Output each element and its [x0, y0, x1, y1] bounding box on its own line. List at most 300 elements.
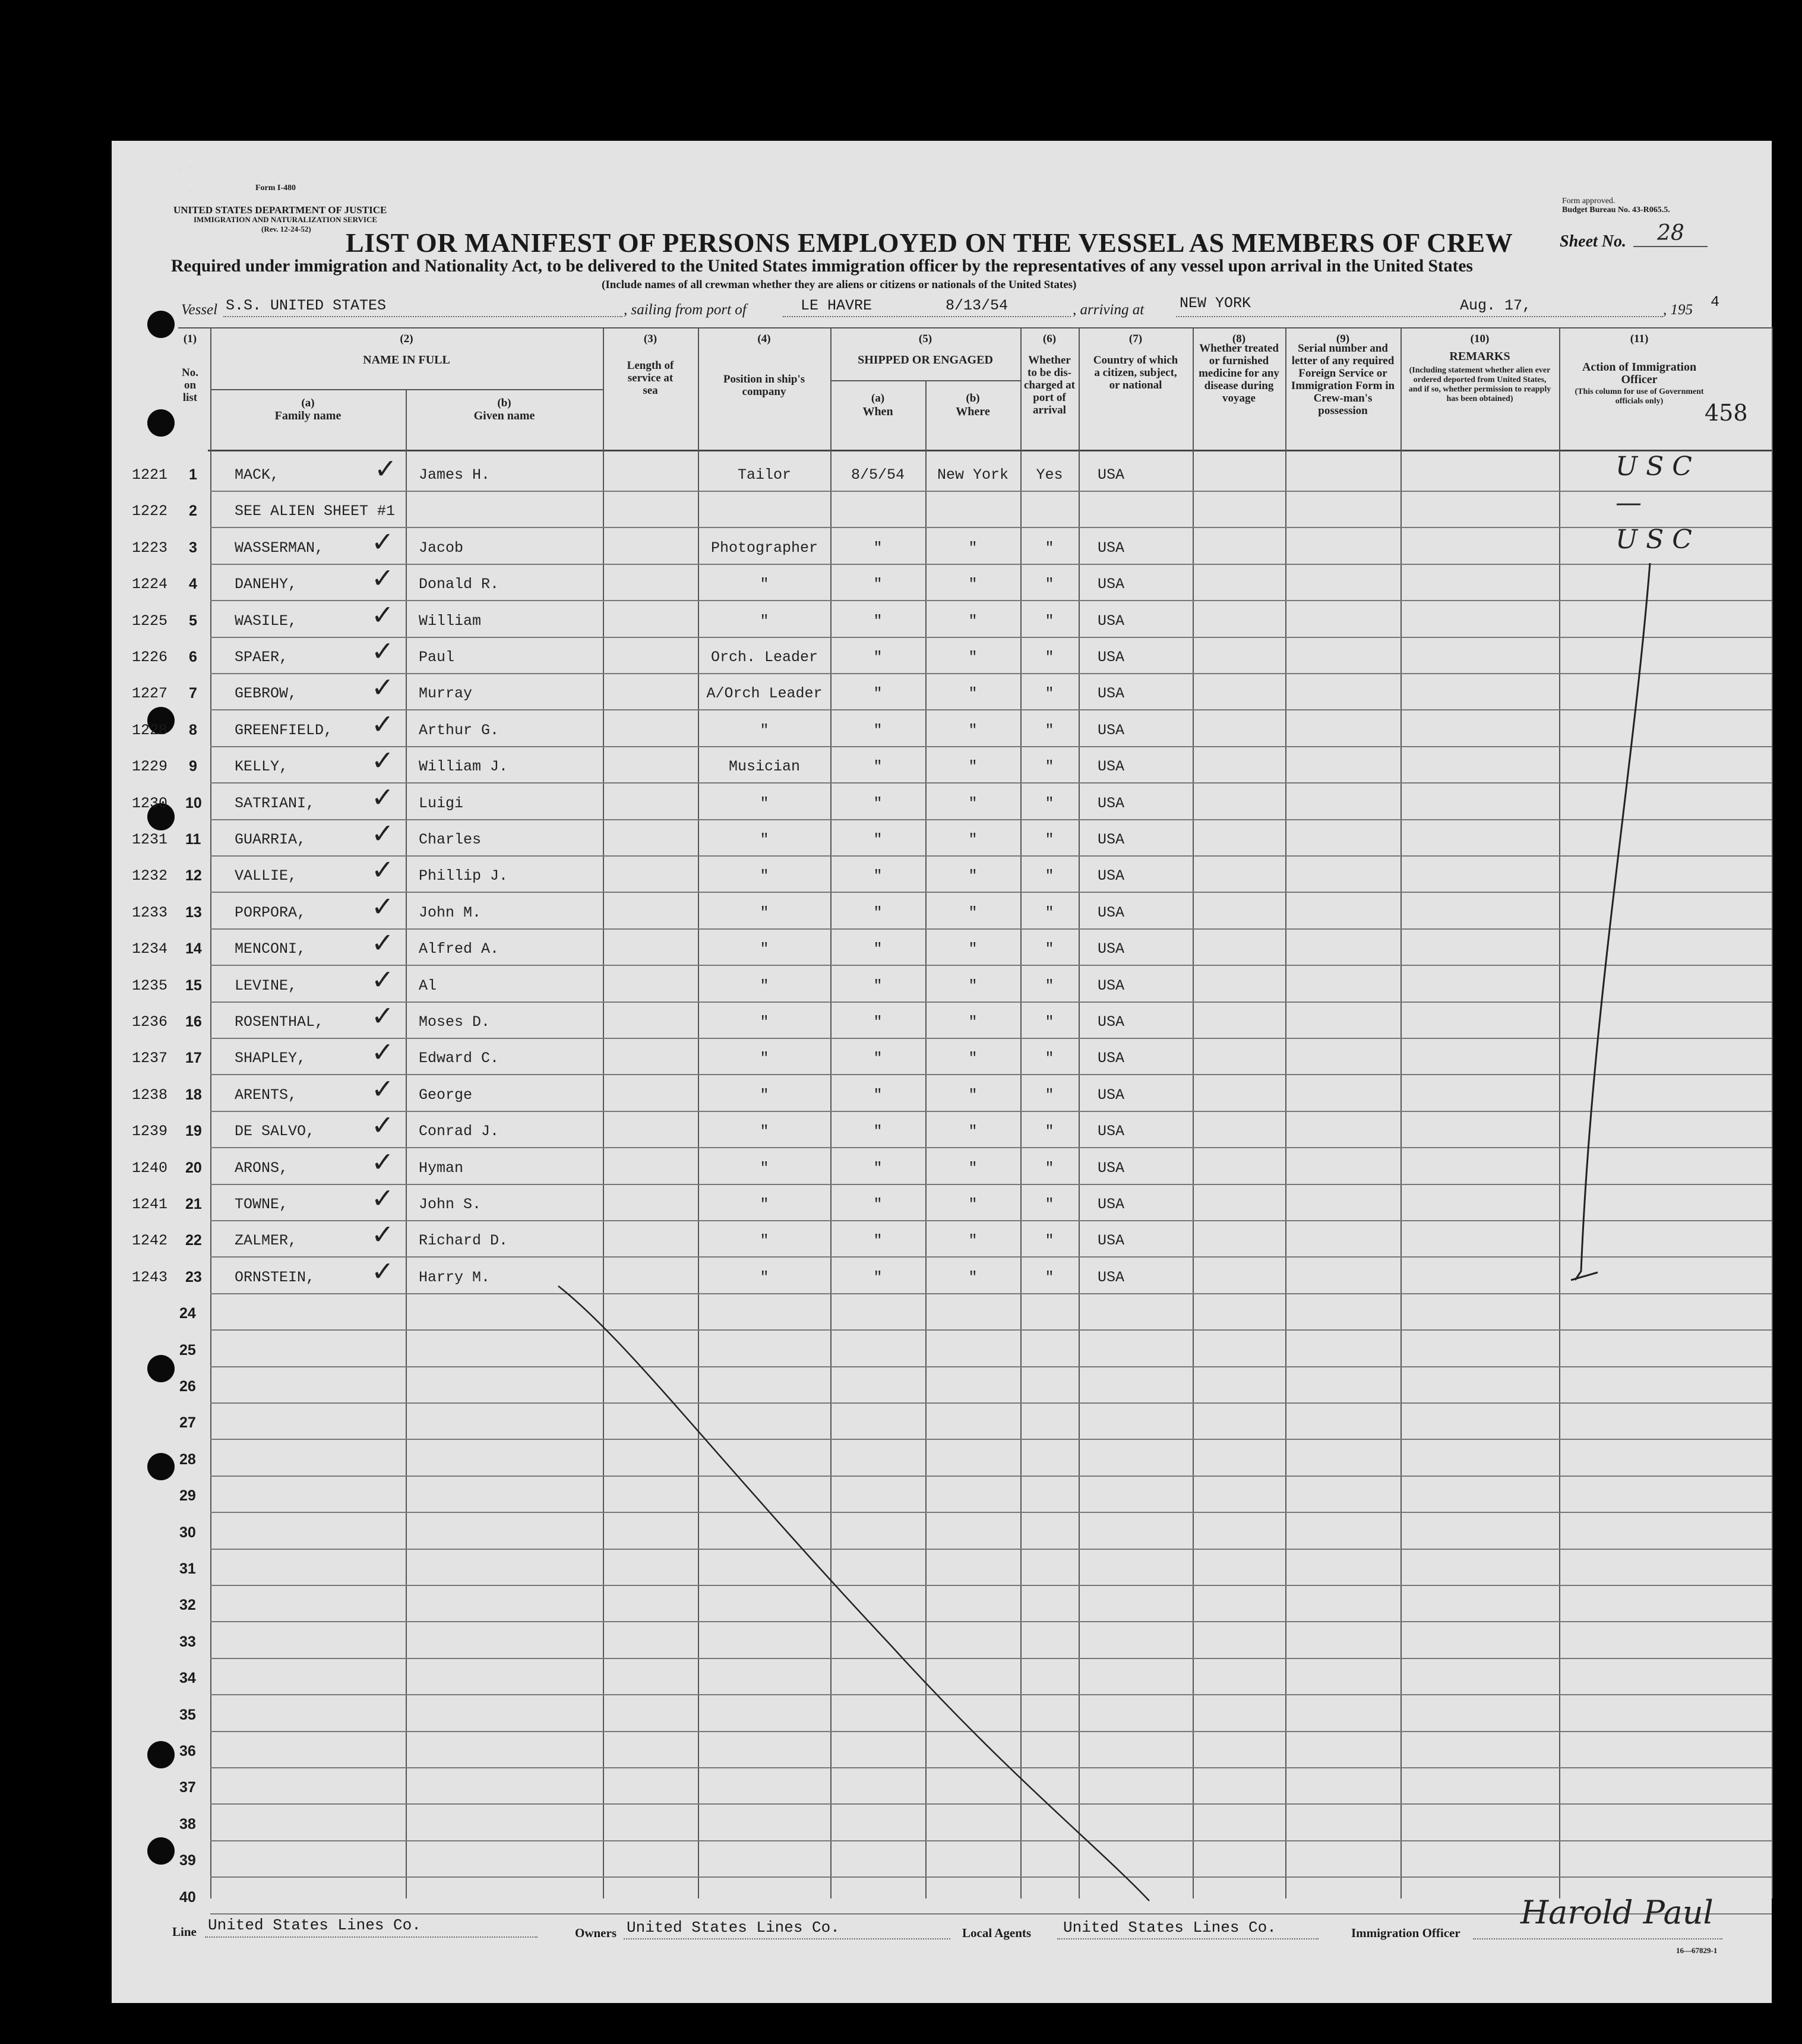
serial-number: 1242: [132, 1232, 168, 1250]
row-rule: [210, 600, 1772, 601]
row-rule: [210, 1549, 1772, 1550]
table-row: [0, 1441, 1802, 1477]
line-number: 15: [185, 977, 202, 994]
checkmark-icon: ✓: [371, 598, 394, 631]
position: A/Orch Leader: [706, 685, 823, 703]
checkmark-icon: ✓: [371, 1145, 394, 1178]
year-digit: 4: [1711, 293, 1720, 311]
given-name: Alfred A.: [419, 940, 499, 958]
discharged: ": [1045, 1013, 1054, 1031]
officer-action: —: [1616, 488, 1650, 519]
shipped-where: ": [968, 977, 978, 994]
shipped-where: ": [968, 685, 978, 703]
table-row: [0, 1145, 1802, 1186]
country: USA: [1098, 867, 1125, 885]
row-rule: [210, 527, 1772, 528]
line-number: 18: [185, 1086, 202, 1103]
given-name: Paul: [419, 649, 455, 666]
discharged: Yes: [1036, 466, 1063, 484]
line-number: 22: [185, 1232, 202, 1249]
position: ": [760, 1123, 769, 1141]
position: ": [760, 977, 769, 994]
given-name: James H.: [419, 466, 491, 484]
country: USA: [1098, 1013, 1125, 1031]
shipped-where: ": [968, 576, 978, 593]
form-revision: (Rev. 12-24-52): [261, 225, 311, 233]
given-name: Phillip J.: [419, 867, 508, 885]
col5-number: (5): [918, 333, 932, 345]
table-row: [0, 707, 1802, 748]
table-row: [0, 1036, 1802, 1076]
arrival-date: Aug. 17,: [1460, 297, 1532, 314]
position: ": [760, 940, 769, 958]
row-rule: [210, 1876, 1772, 1878]
table-row: [0, 1623, 1802, 1660]
row-rule: [210, 892, 1772, 893]
line-number: 25: [179, 1341, 196, 1359]
table-row: [0, 1109, 1802, 1149]
sheet-label: Sheet No.: [1560, 232, 1626, 251]
line-number: 10: [185, 794, 202, 811]
checkmark-icon: ✓: [371, 1109, 394, 1142]
table-row: [0, 781, 1802, 821]
shipped-where: ": [968, 940, 978, 958]
table-row: [0, 1697, 1802, 1733]
col11-subheader: (This column for use of Government officials only): [1575, 387, 1704, 406]
table-row: [0, 562, 1802, 602]
row-rule: [210, 564, 1772, 565]
shipped-when: ": [873, 758, 883, 776]
table-row: [0, 1404, 1802, 1440]
given-name: Donald R.: [419, 576, 499, 593]
shipped-where: ": [968, 539, 978, 557]
shipped-when: ": [873, 1159, 883, 1177]
checkmark-icon: ✓: [371, 1218, 394, 1251]
col1-number: (1): [183, 333, 197, 345]
col7-header: Country of which a citizen, subject, or national: [1093, 354, 1178, 391]
officer-action: USC: [1616, 451, 1700, 482]
family-name: SPAER,: [235, 649, 289, 666]
arrival-port: NEW YORK: [1180, 295, 1251, 312]
col5-header: SHIPPED OR ENGAGED: [858, 353, 993, 367]
discharged: ": [1045, 576, 1054, 593]
col2a-header: Family name: [274, 409, 342, 422]
discharged: ": [1045, 612, 1054, 630]
discharged: ": [1045, 1268, 1054, 1286]
serial-number: 1235: [132, 977, 168, 994]
family-name: GEBROW,: [235, 685, 298, 703]
checkmark-icon: ✓: [371, 890, 394, 923]
table-row: [0, 1000, 1802, 1040]
shipped-where: ": [968, 831, 978, 848]
shipped-when: ": [873, 903, 883, 921]
line-number: 11: [185, 831, 201, 848]
shipped-when: ": [873, 576, 883, 593]
form-number: Form I-480: [255, 184, 296, 192]
checkmark-icon: ✓: [374, 453, 397, 485]
shipped-when: 8/5/54: [851, 466, 905, 484]
row-rule: [210, 1111, 1772, 1112]
col2a-number: (a): [301, 397, 315, 409]
shipped-when: ": [873, 539, 883, 557]
checkmark-icon: ✓: [371, 781, 394, 813]
family-name: VALLIE,: [235, 867, 298, 885]
checkmark-icon: ✓: [371, 927, 394, 959]
checkmark-icon: ✓: [371, 1255, 394, 1287]
departure-port: LE HAVRE: [801, 297, 872, 314]
position: ": [760, 903, 769, 921]
shipped-where: ": [968, 1013, 978, 1031]
line-number: 17: [185, 1050, 202, 1067]
position: ": [760, 1159, 769, 1177]
table-row: [0, 927, 1802, 966]
serial-number: 1224: [132, 576, 168, 593]
row-rule: [210, 819, 1772, 820]
family-name: DE SALVO,: [235, 1123, 315, 1141]
table-row: [0, 1769, 1802, 1805]
line-number: 16: [185, 1013, 202, 1030]
given-name: Jacob: [419, 539, 464, 557]
table-row: [0, 1587, 1802, 1623]
officer-action: USC: [1616, 524, 1700, 555]
line-number: 2: [189, 503, 197, 520]
row-rule: [210, 1293, 1772, 1294]
shipped-when: ": [873, 1123, 883, 1141]
row-rule: [210, 1329, 1772, 1331]
table-row: [0, 744, 1802, 784]
owners-label: Owners: [575, 1926, 617, 1940]
discharged: ": [1045, 1050, 1054, 1067]
shipped-where: New York: [937, 466, 1009, 484]
discharged: ": [1045, 794, 1054, 812]
line-number: 1: [189, 466, 197, 483]
shipped-when: ": [873, 1268, 883, 1286]
checkmark-icon: ✓: [371, 635, 394, 667]
row-rule: [210, 1767, 1772, 1768]
discharged: ": [1045, 1123, 1054, 1141]
shipped-when: ": [873, 1196, 883, 1213]
row-rule: [210, 782, 1772, 784]
serial-number: 1243: [132, 1268, 168, 1286]
line-number: 28: [179, 1451, 196, 1468]
family-name: ARONS,: [235, 1159, 289, 1177]
row-rule: [210, 1256, 1772, 1258]
line-number: 12: [185, 867, 202, 884]
given-name: Arthur G.: [419, 721, 499, 739]
sheet-number: 28: [1657, 221, 1684, 245]
country: USA: [1098, 1086, 1125, 1104]
position: ": [760, 831, 769, 848]
checkmark-icon: ✓: [371, 671, 394, 704]
table-row: [0, 890, 1802, 930]
col2b-number: (b): [497, 397, 511, 409]
serial-number: 1222: [132, 503, 168, 520]
shipped-where: ": [968, 794, 978, 812]
table-row: [0, 635, 1802, 675]
col8-header: Whether treated or furnished medicine for any disease during voyage: [1199, 342, 1279, 405]
given-name: Hyman: [419, 1159, 464, 1177]
col5a-header: When: [862, 405, 893, 418]
page-title: LIST OR MANIFEST OF PERSONS EMPLOYED ON THE VESSEL AS MEMBERS OF CREW: [346, 228, 1513, 258]
shipped-when: ": [873, 1013, 883, 1031]
serial-number: 1239: [132, 1123, 168, 1141]
officer-label: Immigration Officer: [1351, 1926, 1460, 1940]
owners-value: United States Lines Co.: [627, 1919, 840, 1936]
discharged: ": [1045, 649, 1054, 666]
shipped-where: ": [968, 1196, 978, 1213]
row-rule: [210, 1184, 1772, 1185]
line-number: 3: [189, 539, 197, 556]
position: ": [760, 1086, 769, 1104]
line-number: 32: [179, 1597, 196, 1614]
position: Orch. Leader: [710, 649, 818, 666]
shipped-where: ": [968, 612, 978, 630]
country: USA: [1098, 831, 1125, 848]
serial-number: 1227: [132, 685, 168, 703]
row-rule: [210, 1366, 1772, 1367]
discharged: ": [1045, 940, 1054, 958]
col11-number: (11): [1630, 333, 1649, 345]
row-rule: [210, 746, 1772, 747]
serial-number: 1223: [132, 539, 168, 557]
table-row: [0, 598, 1802, 639]
table-row: [0, 1182, 1802, 1222]
line-number: 33: [179, 1633, 196, 1650]
row-rule: [210, 637, 1772, 638]
table-row: [0, 1295, 1802, 1331]
table-row: [0, 1806, 1802, 1842]
serial-number: 1232: [132, 867, 168, 885]
row-rule: [210, 1803, 1772, 1805]
family-name: SEE ALIEN SHEET #1: [235, 503, 396, 520]
line-number: 14: [185, 940, 202, 958]
table-row: [0, 524, 1802, 566]
country: USA: [1098, 1196, 1125, 1213]
col3-number: (3): [643, 333, 657, 345]
table-row: [0, 1072, 1802, 1113]
department-name: UNITED STATES DEPARTMENT OF JUSTICE: [173, 204, 387, 216]
position: ": [760, 1268, 769, 1286]
shipped-when: ": [873, 1050, 883, 1067]
table-row: [0, 1332, 1802, 1368]
line-number: 5: [189, 612, 197, 629]
serial-number: 1234: [132, 940, 168, 958]
row-rule: [210, 1658, 1772, 1659]
shipped-where: ": [968, 867, 978, 885]
row-rule: [210, 928, 1772, 930]
family-name: ARENTS,: [235, 1086, 298, 1104]
position: ": [760, 612, 769, 630]
arriving-label: , arriving at: [1073, 302, 1145, 318]
family-name: MENCONI,: [235, 940, 306, 958]
serial-number: 1233: [132, 903, 168, 921]
line-number: 6: [189, 649, 197, 665]
agents-value: United States Lines Co.: [1063, 1919, 1276, 1936]
family-name: WASSERMAN,: [235, 539, 324, 557]
given-name: Richard D.: [419, 1232, 508, 1250]
line-number: 4: [189, 576, 197, 593]
discharged: ": [1045, 1086, 1054, 1104]
col4-header: Position in ship's company: [723, 373, 805, 398]
table-row: [0, 488, 1802, 529]
stamp-number: 458: [1705, 400, 1748, 426]
checkmark-icon: ✓: [371, 707, 394, 740]
checkmark-icon: ✓: [371, 562, 394, 595]
table-row: [0, 1842, 1802, 1878]
table-row: [0, 1255, 1802, 1295]
row-rule: [210, 965, 1772, 966]
country: USA: [1098, 1268, 1125, 1286]
family-name: SHAPLEY,: [235, 1050, 306, 1067]
col6-header: Whether to be dis-charged at port of arrival: [1023, 354, 1075, 416]
country: USA: [1098, 685, 1125, 703]
discharged: ": [1045, 977, 1054, 994]
shipped-where: ": [968, 1086, 978, 1104]
line-number: 34: [179, 1670, 196, 1687]
punch-hole: [147, 311, 175, 338]
country: USA: [1098, 1159, 1125, 1177]
shipped-when: ": [873, 612, 883, 630]
table-row: [0, 1218, 1802, 1258]
discharged: ": [1045, 685, 1054, 703]
family-name: ROSENTHAL,: [235, 1013, 324, 1031]
country: USA: [1098, 1123, 1125, 1141]
line-number: 8: [189, 721, 197, 738]
line-number: 37: [179, 1779, 196, 1796]
table-row: [0, 451, 1802, 492]
serial-number: 1240: [132, 1159, 168, 1177]
col5b-header: Where: [956, 405, 990, 418]
sailing-label: , sailing from port of: [624, 302, 747, 318]
shipped-when: ": [873, 940, 883, 958]
family-name: KELLY,: [235, 758, 289, 776]
shipped-when: ": [873, 1232, 883, 1250]
given-name: John M.: [419, 903, 482, 921]
position: Photographer: [710, 539, 818, 557]
discharged: ": [1045, 903, 1054, 921]
col5b-number: (b): [966, 392, 980, 405]
checkmark-icon: ✓: [371, 1036, 394, 1069]
position: ": [760, 1050, 769, 1067]
subtitle: Required under immigration and Nationality Act, to be delivered to the United States immigration officer by the representatives of any vessel upon arrival in the United States: [171, 257, 1473, 276]
shipped-where: ": [968, 1159, 978, 1177]
line-number: 38: [179, 1815, 196, 1833]
discharged: ": [1045, 539, 1054, 557]
row-rule: [210, 855, 1772, 857]
position: ": [760, 721, 769, 739]
table-row: [0, 963, 1802, 1003]
table-row: [0, 1477, 1802, 1514]
row-rule: [210, 1147, 1772, 1148]
country: USA: [1098, 1232, 1125, 1250]
row-rule: [210, 1220, 1772, 1221]
given-name: Moses D.: [419, 1013, 491, 1031]
family-name: PORPORA,: [235, 903, 306, 921]
line-number: 26: [179, 1378, 196, 1395]
family-name: WASILE,: [235, 612, 298, 630]
row-rule: [210, 709, 1772, 710]
discharged: ": [1045, 721, 1054, 739]
table-row: [0, 1368, 1802, 1404]
row-rule: [210, 491, 1772, 492]
country: USA: [1098, 1050, 1125, 1067]
col11-header: Action of Immigration Officer: [1582, 361, 1697, 386]
serial-number: 1225: [132, 612, 168, 630]
country: USA: [1098, 940, 1125, 958]
checkmark-icon: ✓: [371, 817, 394, 849]
country: USA: [1098, 721, 1125, 739]
position: ": [760, 867, 769, 885]
family-name: GREENFIELD,: [235, 721, 333, 739]
subtitle-note: (Include names of all crewman whether they are aliens or citizens or nationals of the United States): [602, 279, 1077, 291]
year-prefix: , 195: [1663, 302, 1693, 318]
discharged: ": [1045, 1196, 1054, 1213]
shipped-when: ": [873, 1086, 883, 1104]
given-name: William: [419, 612, 482, 630]
row-rule: [210, 1038, 1772, 1039]
line-number: 21: [185, 1196, 202, 1212]
footer-code: 16—67829-1: [1676, 1946, 1718, 1955]
officer-signature: Harold Paul: [1520, 1894, 1714, 1931]
position: ": [760, 1013, 769, 1031]
serial-number: 1231: [132, 831, 168, 848]
row-rule: [210, 1840, 1772, 1841]
punch-hole: [147, 409, 175, 437]
line-number: 20: [185, 1159, 202, 1176]
service-name: IMMIGRATION AND NATURALIZATION SERVICE: [194, 215, 378, 224]
table-row: [0, 817, 1802, 857]
given-name: Conrad J.: [419, 1123, 499, 1141]
col9-header: Serial number and letter of any required Foreign Service or Immigration Form in Crew-man's possession: [1291, 342, 1395, 417]
table-row: [0, 1660, 1802, 1696]
checkmark-icon: ✓: [371, 744, 394, 777]
country: USA: [1098, 649, 1125, 666]
vessel-label: Vessel: [181, 302, 218, 318]
row-rule: [210, 1476, 1772, 1477]
row-rule: [210, 1074, 1772, 1075]
budget-bureau: Budget Bureau No. 43-R065.5.: [1562, 206, 1670, 214]
shipped-where: ": [968, 1123, 978, 1141]
line-number: 31: [179, 1560, 196, 1577]
row-rule: [210, 1402, 1772, 1404]
shipped-when: ": [873, 977, 883, 994]
shipped-when: ": [873, 721, 883, 739]
given-name: Harry M.: [419, 1268, 491, 1286]
row-rule: [210, 1585, 1772, 1586]
table-row: [0, 671, 1802, 711]
vessel-name: S.S. UNITED STATES: [226, 297, 387, 314]
col10-number: (10): [1470, 333, 1490, 345]
shipped-when: ": [873, 831, 883, 848]
shipped-when: ": [873, 867, 883, 885]
row-rule: [210, 673, 1772, 674]
line-number: 23: [185, 1268, 202, 1285]
col3-header: Length of service at sea: [627, 359, 674, 397]
line-number: 30: [179, 1524, 196, 1541]
line-label: Line: [172, 1925, 197, 1939]
col4-number: (4): [757, 333, 771, 345]
checkmark-icon: ✓: [371, 963, 394, 996]
row-rule: [210, 1512, 1772, 1513]
position: ": [760, 576, 769, 593]
line-number: 19: [185, 1123, 202, 1140]
shipped-when: ": [873, 649, 883, 666]
col2-number: (2): [400, 333, 413, 345]
col7-number: (7): [1128, 333, 1143, 345]
row-rule: [210, 1731, 1772, 1732]
line-value: United States Lines Co.: [208, 1916, 421, 1934]
shipped-where: ": [968, 1232, 978, 1250]
